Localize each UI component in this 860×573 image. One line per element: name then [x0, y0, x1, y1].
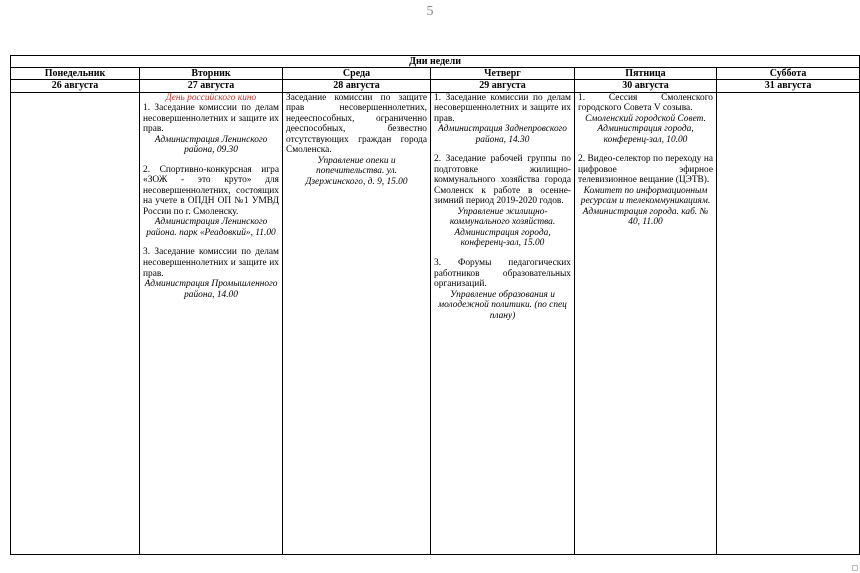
page-number: 5 — [426, 4, 434, 19]
event-text: 1. Сессия Смоленского городского Совета V созыва. — [578, 92, 713, 114]
date-tuesday: 27 августа — [140, 80, 283, 92]
event-item — [578, 93, 713, 146]
event-organizer: Администрация Промышленного района, 14.00 — [144, 279, 278, 300]
date-monday: 26 августа — [11, 80, 140, 92]
cell-thursday — [431, 92, 575, 554]
event-item — [434, 93, 571, 146]
event-item — [578, 154, 713, 228]
schedule-table — [10, 55, 860, 555]
day-header-thursday: Четверг — [431, 68, 575, 80]
event-organizer: Администрация Ленинского района. парк «Реадовкий», 11.00 — [146, 217, 276, 238]
day-header-wednesday: Среда — [283, 68, 431, 80]
date-wednesday: 28 августа — [283, 80, 431, 92]
event-item — [143, 247, 279, 300]
event-text: 2. Спортивно-конкурсная игра «ЗОЖ - это круто» для несовершеннолетних, состоящих на учете в ОПДН ОП №1 УМВД России по г. Смоленску. — [143, 164, 279, 217]
cell-tuesday — [140, 92, 283, 554]
event-item — [143, 103, 279, 156]
event-text: 2. Видео-селектор по переходу на цифровое эфирное телевизионное вещание (ЦЭТВ). — [578, 154, 713, 186]
holiday-label: День российского кино — [165, 92, 257, 103]
event-organizer: Комитет по информационным ресурсам и телекоммуникациям. Администрация города. каб. № 40, 11.00 — [580, 185, 711, 228]
cell-wednesday — [283, 92, 431, 554]
event-text: 1. Заседание комиссии по делам несовершеннолетних и защите их прав. — [434, 92, 571, 124]
event-organizer: Управление жилищно-коммунального хозяйства. Администрация города, конференц-зал, 15.00 — [449, 206, 556, 249]
resize-corner — [852, 565, 858, 571]
cell-friday — [575, 92, 717, 554]
event-organizer: Администрация Заднепровского района, 14.30 — [438, 124, 567, 145]
date-saturday: 31 августа — [717, 80, 860, 92]
date-thursday: 29 августа — [431, 80, 575, 92]
date-friday: 30 августа — [575, 80, 717, 92]
cell-saturday — [717, 92, 860, 554]
event-item — [434, 258, 571, 321]
event-text: Заседание комиссии по защите прав несовершеннолетних, недееспособных, ограниченно дееспособных, безвестно отсутствующих граждан города Смоленска. — [286, 92, 427, 156]
day-header-tuesday: Вторник — [140, 68, 283, 80]
event-item — [143, 165, 279, 239]
event-item — [286, 93, 427, 188]
table-title: Дни недели — [11, 56, 860, 68]
event-organizer: Смоленский городской Совет. Администрация города, конференц-зал, 10.00 — [585, 113, 706, 145]
event-text: 3. Заседание комиссии по делам несовершеннолетних и защите их прав. — [143, 247, 279, 279]
event-organizer: Управление опеки и попечительства. ул. Дзержинского, д. 9, 15.00 — [305, 155, 408, 187]
event-text: 2. Заседание рабочей группы по подготовке жилищно-коммунального хозяйства города Смоленск к работе в осенне-зимний период 2019-2020 годов. — [434, 154, 571, 207]
day-header-friday: Пятница — [575, 68, 717, 80]
cell-monday — [11, 92, 140, 554]
event-organizer: Администрация Ленинского района, 09.30 — [154, 134, 268, 156]
event-item — [434, 154, 571, 249]
day-header-saturday: Суббота — [717, 68, 860, 80]
day-header-monday: Понедельник — [11, 68, 140, 80]
event-text: 1. Заседание комиссии по делам несовершеннолетних и защите их прав. — [143, 103, 279, 135]
event-text: 3. Форумы педагогических работников образовательных организаций. — [434, 258, 571, 290]
event-organizer: Управление образования и молодежной политики. (по спец плану) — [438, 289, 567, 321]
